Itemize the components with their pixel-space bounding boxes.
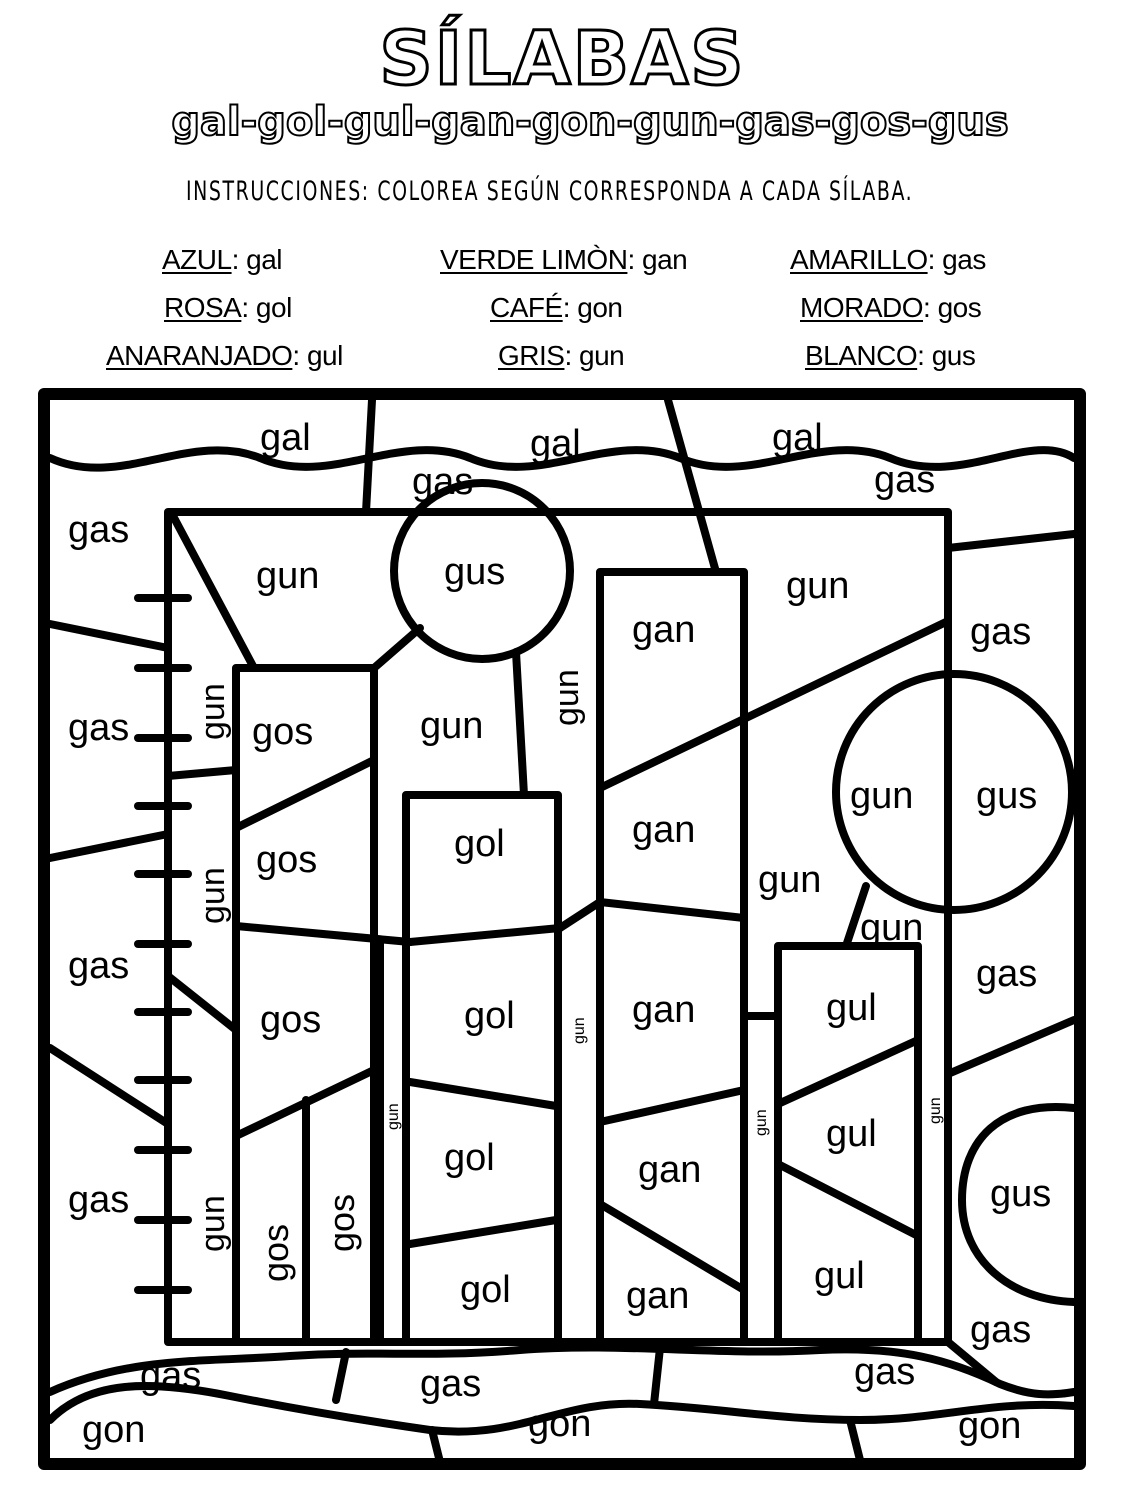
region-label: gun bbox=[385, 1103, 402, 1130]
legend-item-cafe: CAFÉ: gon bbox=[490, 292, 623, 323]
legend-item-rosa: ROSA: gol bbox=[164, 292, 292, 323]
left-line-3 bbox=[50, 834, 168, 858]
page-title: SÍLABAS bbox=[379, 16, 746, 102]
left-line-4 bbox=[168, 976, 236, 1030]
top-divider-left bbox=[366, 400, 372, 512]
region-label: gas bbox=[68, 707, 130, 749]
legend-item-gris: GRIS: gun bbox=[498, 340, 625, 371]
region-label: gal bbox=[530, 423, 581, 465]
region-label: gus bbox=[444, 551, 506, 593]
syllable-list: gal-gol-gul-gan-gon-gun-gas-gos-gus bbox=[171, 99, 1009, 145]
region-label: gun bbox=[850, 775, 914, 817]
region-label: gus bbox=[976, 775, 1038, 817]
region-label: gas bbox=[68, 945, 130, 987]
legend-item-morado: MORADO: gos bbox=[800, 292, 982, 323]
region-label: gos bbox=[321, 1193, 362, 1252]
region-label: gan bbox=[632, 809, 696, 851]
region-label: gas bbox=[412, 461, 474, 503]
region-label: gas bbox=[970, 611, 1032, 653]
region-label: gul bbox=[826, 987, 877, 1029]
legend-item-verde-limon: VERDE LIMÒN: gan bbox=[440, 244, 688, 275]
region-label: gos bbox=[260, 999, 322, 1041]
region-label: gun bbox=[194, 867, 232, 924]
region-label: gun bbox=[194, 683, 232, 740]
tall-building-right bbox=[600, 572, 744, 1342]
region-label: gas bbox=[68, 1179, 130, 1221]
region-label: gol bbox=[454, 823, 505, 865]
region-label: gas bbox=[854, 1351, 916, 1393]
top-divider-right bbox=[668, 400, 716, 572]
legend-item-anaranjado: ANARANJADO: gul bbox=[106, 340, 343, 371]
region-label: gos bbox=[252, 711, 314, 753]
region-label: gun bbox=[758, 859, 822, 901]
region-label: gan bbox=[626, 1275, 690, 1317]
region-label: gas bbox=[976, 953, 1038, 995]
region-label: gun bbox=[860, 907, 924, 949]
region-label: gul bbox=[814, 1255, 865, 1297]
region-label: gun bbox=[571, 1017, 588, 1044]
region-label: gol bbox=[460, 1269, 511, 1311]
region-label: gun bbox=[548, 669, 586, 726]
instructions-text: INSTRUCCIONES: COLOREA SEGÚN CORRESPONDA A CADA SÍLABA. bbox=[186, 176, 914, 207]
diagonal-top-left bbox=[172, 514, 254, 668]
legend-item-azul: AZUL: gal bbox=[162, 244, 283, 275]
region-label: gun bbox=[786, 565, 850, 607]
region-label: gos bbox=[255, 1223, 296, 1282]
region-label: gas bbox=[68, 509, 130, 551]
region-label: gun bbox=[420, 705, 484, 747]
left-line-2 bbox=[168, 770, 236, 776]
region-label: gas bbox=[140, 1355, 202, 1397]
left-line-5 bbox=[50, 1048, 168, 1124]
region-label: gas bbox=[970, 1309, 1032, 1351]
region-label: gun bbox=[753, 1109, 770, 1136]
region-label: gun bbox=[927, 1097, 944, 1124]
region-label: gun bbox=[194, 1195, 232, 1252]
region-label: gon bbox=[958, 1405, 1022, 1447]
region-label: gal bbox=[260, 417, 311, 459]
region-label: gan bbox=[638, 1149, 702, 1191]
region-label: gol bbox=[464, 995, 515, 1037]
region-label: gan bbox=[632, 989, 696, 1031]
region-label: gan bbox=[632, 609, 696, 651]
region-label: gun bbox=[256, 555, 320, 597]
middle-building bbox=[406, 795, 558, 1342]
region-label: gus bbox=[990, 1173, 1052, 1215]
region-label: gas bbox=[420, 1363, 482, 1405]
region-label: gol bbox=[444, 1137, 495, 1179]
legend-item-blanco: BLANCO: gus bbox=[805, 340, 976, 371]
region-label: gal bbox=[772, 417, 823, 459]
legend-item-amarillo: AMARILLO: gas bbox=[790, 244, 986, 275]
region-label: gul bbox=[826, 1113, 877, 1155]
region-label: gas bbox=[874, 459, 936, 501]
region-label: gos bbox=[256, 839, 318, 881]
region-label: gon bbox=[528, 1403, 592, 1445]
left-line-1 bbox=[50, 624, 168, 648]
region-label: gon bbox=[82, 1409, 146, 1451]
